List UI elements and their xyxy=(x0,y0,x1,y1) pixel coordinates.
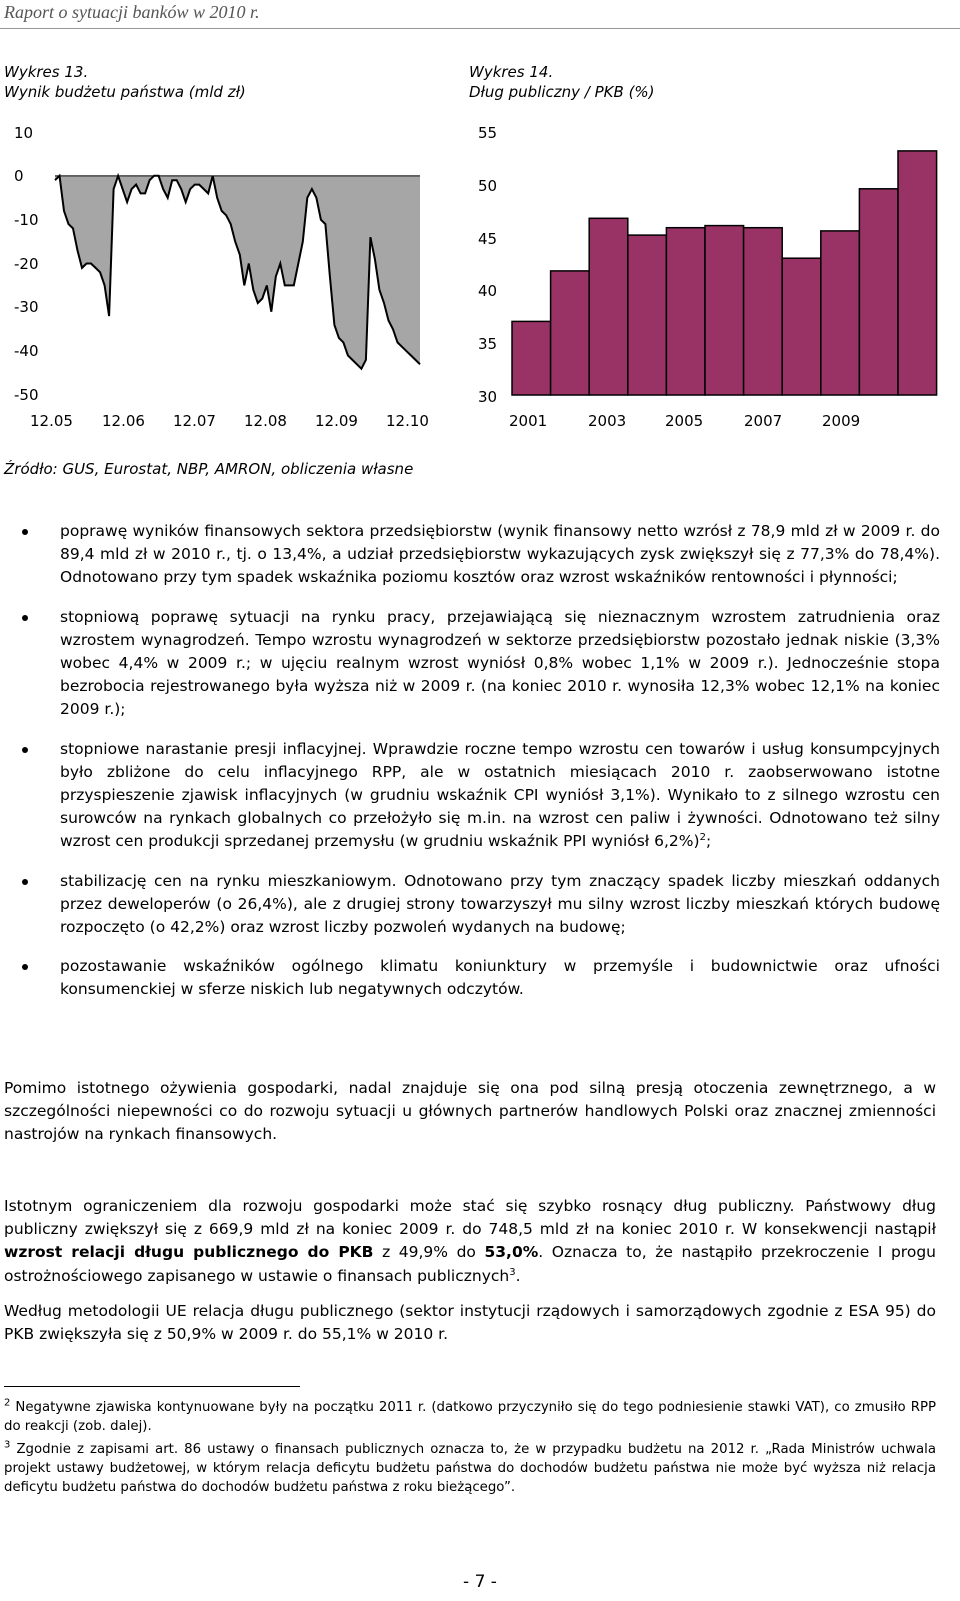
chart14-ytick: 35 xyxy=(478,335,498,353)
chart14-bar xyxy=(512,321,551,395)
footnote-ref: 2 xyxy=(699,832,706,844)
bullet-dot-icon xyxy=(22,879,28,885)
chart14-label: Wykres 14. xyxy=(469,63,554,81)
para2-bold-value: 53,0% xyxy=(484,1243,539,1262)
bullet-text: stopniowe narastanie presji inflacyjnej. Wprawdzie roczne tempo wzrostu cen towarów i usług konsumpcyjnych było zbliżone do celu inflacyjnego RPP, ale w ostatnich miesiącach 2010 r. zaobserwowano istotne przyspieszenie zjawisk inflacyjnych (w grudniu wskaźnik CPI wyniósł 3,1%). Wynikało to z silnego wzrostu cen surowców na rynkach globalnych co przełożyło się m.in. na wzrost cen paliw i żywności. Odnotowano też silny wzrost cen produkcji sprzedanej przemysłu (w grudniu wskaźnik PPI wyniósł 6,2%) xyxy=(60,739,940,851)
chart13-label: Wykres 13. xyxy=(4,63,89,81)
para2-text: . xyxy=(515,1266,521,1285)
chart14-title: Dług publiczny / PKB (%) xyxy=(469,83,655,101)
chart14-bar xyxy=(821,231,860,395)
footnote-number: 2 xyxy=(4,1397,11,1409)
chart14-bar xyxy=(744,228,783,395)
bullet-item xyxy=(20,606,940,722)
chart13-ytick: -30 xyxy=(14,298,39,316)
chart14-bar xyxy=(859,189,898,395)
bullet-dot-icon xyxy=(22,529,28,535)
chart13-ytick: 10 xyxy=(14,124,34,142)
para2-text: z 49,9% do xyxy=(373,1243,485,1262)
chart14-bar xyxy=(628,235,667,395)
report-header: Raport o sytuacji banków w 2010 r. xyxy=(4,2,260,22)
chart14-xtick: 2001 xyxy=(509,412,548,430)
chart14-xtick: 2005 xyxy=(665,412,704,430)
bullet-text: stopniową poprawę sytuacji na rynku pracy, przejawiającą się nieznacznym wzrostem zatrudnienia oraz wzrostem wynagrodzeń. Tempo wzrostu wynagrodzeń w sektorze przedsiębiorstw pozostało jednak niskie (3,3% wobec 4,4% w 2009 r.; w ujęciu realnym wzrost wyniósł 0,8% wobec 1,1% w 2009 r.). Jednocześnie stopa bezrobocia rejestrowanego była wyższa niż w 2009 r. (na koniec 2010 r. wynosiła 12,3% wobec 12,1% na koniec 2009 r.); xyxy=(60,607,940,719)
chart14-xtick: 2007 xyxy=(744,412,783,430)
paragraph-external-pressure: Pomimo istotnego ożywienia gospodarki, nadal znajduje się ona pod silną presją otoczenia zewnętrznego, a w szczególności niepewności co do rozwoju sytuacji u głównych partnerów handlowych Polski oraz znacznej zmienności nastrojów na rynkach finansowych. xyxy=(4,1079,936,1144)
para2-bold: wzrost relacji długu publicznego do PKB xyxy=(4,1243,374,1262)
paragraph-public-debt xyxy=(4,1195,936,1288)
chart14-xtick: 2003 xyxy=(588,412,627,430)
chart13-title: Wynik budżetu państwa (mld zł) xyxy=(4,83,246,101)
footnote-ref: 3 xyxy=(509,1266,516,1278)
bullet-item xyxy=(20,955,940,1001)
footnote-text: Negatywne zjawiska kontynuowane były na początku 2011 r. (datkowo przyczyniło się do tego podniesienie stawki VAT), co zmusiło RPP do reakcji (zob. dalej). xyxy=(4,1400,936,1434)
chart13-xtick: 12.08 xyxy=(244,412,287,430)
chart14-ytick: 45 xyxy=(478,230,498,248)
para2-text: Istotnym ograniczeniem dla rozwoju gospodarki może stać się szybko rosnący dług publiczny. Państwowy dług publiczny zwiększył się z 669,9 mld zł na koniec 2009 r. do 748,5 mld zł na koniec 2010 r. W konsekwencji nastąpił xyxy=(4,1197,936,1239)
chart14-bar xyxy=(589,218,628,395)
chart-source-note: Źródło: GUS, Eurostat, NBP, AMRON, obliczenia własne xyxy=(4,460,414,478)
footnote-number: 3 xyxy=(4,1439,11,1451)
chart14-ytick: 55 xyxy=(478,124,498,142)
footnote-divider xyxy=(4,1386,300,1387)
page-number: - 7 - xyxy=(463,1572,497,1592)
bullet-tail: ; xyxy=(705,832,712,851)
chart13-xtick: 12.05 xyxy=(30,412,73,430)
chart13-ytick: -10 xyxy=(14,211,39,229)
bullet-item xyxy=(20,870,940,940)
chart13-xtick: 12.07 xyxy=(173,412,216,430)
bullet-text: pozostawanie wskaźników ogólnego klimatu koniunktury w przemyśle i budownictwie oraz ufności konsumenckiej w sferze niskich lub negatywnych odczytów. xyxy=(60,957,940,999)
chart14-ytick: 50 xyxy=(478,177,498,195)
bullet-item xyxy=(20,738,940,854)
chart13-ytick: -20 xyxy=(14,255,39,273)
paragraph-eu-methodology: Według metodologii UE relacja długu publicznego (sektor instytucji rządowych i samorządowych zgodnie z ESA 95) do PKB zwiększyła się z 50,9% w 2009 r. do 55,1% w 2010 r. xyxy=(4,1302,936,1344)
chart13-ytick: -50 xyxy=(14,386,39,404)
bullet-dot-icon xyxy=(22,615,28,621)
chart14-bar xyxy=(705,226,744,395)
chart13-xtick: 12.06 xyxy=(102,412,145,430)
chart13-ytick: 0 xyxy=(14,167,24,185)
chart14-bar xyxy=(782,258,821,395)
footnote-2 xyxy=(4,1398,936,1436)
chart14-ytick: 40 xyxy=(478,282,498,300)
para2-text: . Oznacza to, że nastąpiło przekroczenie I progu ostrożnościowego zapisanego w ustawie o finansach publicznych xyxy=(4,1243,936,1285)
chart13-ytick: -40 xyxy=(14,342,39,360)
bullet-dot-icon xyxy=(22,747,28,753)
bullet-list xyxy=(20,520,940,1018)
bullet-text: poprawę wyników finansowych sektora przedsiębiorstw (wynik finansowy netto wzrósł z 78,9 mld zł w 2009 r. do 89,4 mld zł w 2010 r., tj. o 13,4%, a udział przedsiębiorstw wykazujących zysk zwiększył się z 77,3% do 78,4%). Odnotowano przy tym spadek wskaźnika poziomu kosztów oraz wzrost wskaźników rentowności i płynności; xyxy=(60,522,940,587)
chart14-xtick: 2009 xyxy=(822,412,861,430)
bullet-text: stabilizację cen na rynku mieszkaniowym. Odnotowano przy tym znaczący spadek liczby mieszkań oddanych przez deweloperów (o 26,4%), ale z drugiej strony towarzyszył mu silny wzrost liczby mieszkań których budowę rozpoczęto (o 42,2%) oraz wzrost liczby pozwoleń wydanych na budowę; xyxy=(60,871,940,937)
bullet-item xyxy=(20,520,940,590)
chart14-bar xyxy=(551,271,590,395)
chart14-bar xyxy=(666,228,705,395)
chart14-ytick: 30 xyxy=(478,388,498,406)
chart14-bar xyxy=(898,151,937,395)
chart14-plot xyxy=(0,0,960,440)
footnote-text: Zgodnie z zapisami art. 86 ustawy o finansach publicznych oznacza to, że w przypadku budżetu na 2012 r. „Rada Ministrów uchwala projekt ustawy budżetowej, w którym relacja deficytu budżetu państwa do dochodów budżetu państwa nie może być wyższa niż relacja deficytu budżetu państwa do dochodów budżetu państwa z roku bieżącego”. xyxy=(4,1442,936,1495)
bullet-dot-icon xyxy=(22,964,28,970)
chart13-xtick: 12.10 xyxy=(386,412,429,430)
chart13-xtick: 12.09 xyxy=(315,412,358,430)
footnote-3 xyxy=(4,1440,936,1497)
